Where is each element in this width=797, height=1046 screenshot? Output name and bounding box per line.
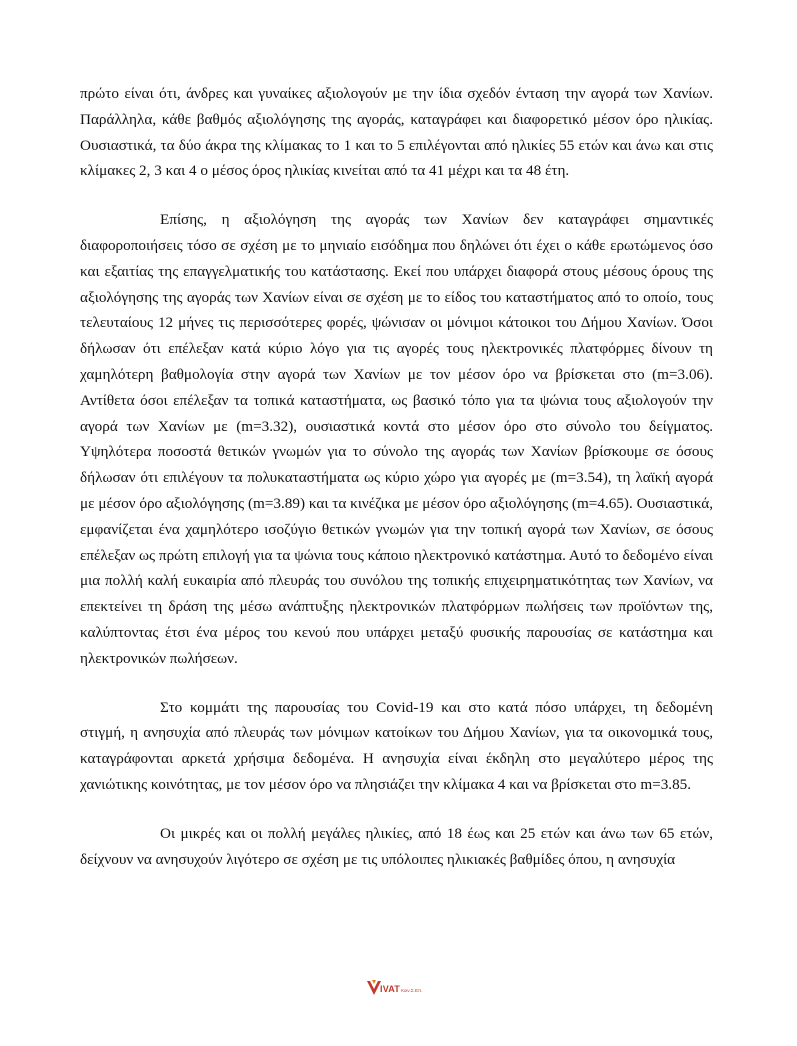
footer-logo (366, 976, 456, 1000)
paragraph-4: Οι μικρές και οι πολλή μεγάλες ηλικίες, από 18 έως και 25 ετών και άνω των 65 ετών, δείχνουν να ανησυχούν λιγότερο σε σχέση με τις υπόλοιπες ηλικιακές βαθμίδες όπου, η ανησυχία (80, 824, 713, 868)
logo-text: IVAT (380, 983, 400, 994)
paragraph-1: πρώτο είναι ότι, άνδρες και γυναίκες αξιολογούν με την ίδια σχεδόν ένταση την αγορά των Χανίων. Παράλληλα, κάθε βαθμός αξιολόγησης της αγοράς, καταγράφει και διαφορετικό μέσον όρο ηλικίας. Ουσιαστικά, τα δύο άκρα της κλίμακας το 1 και το 5 επιλέγονται από ηλικίες 55 ετών και άνω και στις κλίμακες 2, 3 και 4 ο μέσος όρος ηλικίας κινείται από τα 41 μέχρι και τα 48 έτη. (80, 85, 713, 180)
paragraph-gap (80, 798, 713, 821)
paragraph-gap (80, 184, 713, 207)
paragraph-3: Στο κομμάτι της παρουσίας του Covid-19 και στο κατά πόσο υπάρχει, τη δεδομένη στιγμή, η ανησυχία από πλευράς των μόνιμων κατοίκων του Δήμου Χανίων, για τα οικονομικά τους, καταγράφονται αρκετά χρήσιμα δεδομένα. Η ανησυχία είναι έκδηλη στο μεγαλύτερο μέρος της χανιώτικης κοινότητας, με τον μέσον όρο να πλησιάζει την κλίμακα 4 και να βρίσκεται στο m=3.85. (80, 698, 713, 793)
paragraph-2: Επίσης, η αξιολόγηση της αγοράς των Χανίων δεν καταγράφει σημαντικές διαφοροποιήσεις τόσο σε σχέση με το μηνιαίο εισόδημα που δηλώνει ότι έχει ο κάθε ερωτώμενος όσο και εξαιτίας της επαγγελματικής του κατάστασης. Εκεί που υπάρχει διαφορά στους μέσους όρους της αξιολόγησης της αγοράς των Χανίων είναι σε σχέση με το είδος του καταστήματος από το οποίο, τους τελευταίους 12 μήνες τις περισσότερες φορές, ψώνισαν οι μόνιμοι κάτοικοι του Δήμου Χανίων. Όσοι δήλωσαν ότι επέλεξαν κατά κύριο λόγο για τις αγορές τους ηλεκτρονικές πλατφόρμες δίνουν τη χαμηλότερη βαθμολογία στην αγορά των Χανίων με τον μέσον όρο να βρίσκεται στο (m=3.06). Αντίθετα όσοι επέλεξαν τα τοπικά καταστήματα, ως βασικό τόπο για τα ψώνια τους αξιολογούν την αγορά των Χανίων με (m=3.32), ουσιαστικά κοντά στο μέσον όρο στο σύνολο του δείγματος. Υψηλότερα ποσοστά θετικών γνωμών για το σύνολο της αγοράς των Χανίων βρίσκουμε σε όσους δήλωσαν ότι επιλέγουν τα πολυκαταστήματα ως κύριο χώρο για αγορές με (m=3.54), τη λαϊκή αγορά με μέσον όρο αξιολόγησης (m=3.89) και τα κινέζικα με μέσον όρο αξιολόγησης (m=4.65). Ουσιαστικά, εμφανίζεται ένα χαμηλότερο ισοζύγιο θετικών γνωμών για την τοπική αγορά των Χανίων, σε όσους επέλεξαν ως πρώτη επιλογή για τα ψώνια τους κάποιο ηλεκτρονικό κατάστημα. Αυτό το δεδομένο είναι μια πολλή καλή ευκαιρία από πλευράς του συνόλου της τοπικής επιχειρηματικότητας των Χανίων, να επεκτείνει τη δράση της μέσω ανάπτυξης ηλεκτρονικών πλατφόρμων πωλήσεις των προϊόντων της, καλύπτοντας έτσι ένα μέρος του κενού που υπάρχει μεταξύ φυσικής παρουσίας σε κατάστημα και ηλεκτρονικών πωλήσεων. (80, 211, 713, 667)
logo-subtext: Κοιν.Σ.Επ. (400, 987, 423, 993)
document-body (80, 81, 713, 872)
paragraph-gap (80, 672, 713, 695)
